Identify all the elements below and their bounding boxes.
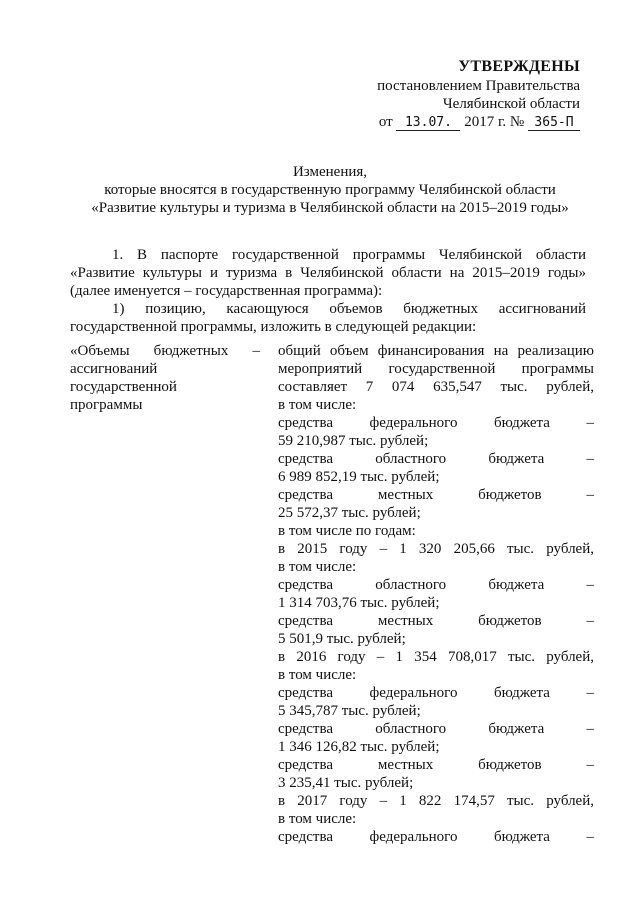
right-cell-line: средства федерального бюджета – — [278, 829, 594, 845]
paragraph-1-line-2: «Развитие культуры и туризма в Челябинской области на 2015–2019 годы» — [70, 265, 586, 281]
left-cell-line: «Объемы бюджетных – — [70, 343, 260, 359]
right-cell-line: в 2016 году – 1 354 708,017 тыс. рублей, — [278, 649, 594, 665]
right-cell-line: средства местных бюджетов – — [278, 613, 594, 629]
right-cell-line: 59 210,987 тыс. рублей; — [278, 433, 429, 449]
right-cell-line: средства местных бюджетов – — [278, 487, 594, 503]
right-cell-line: составляет 7 074 635,547 тыс. рублей, — [278, 379, 594, 395]
document-heading — [80, 163, 580, 217]
right-cell-line: 3 235,41 тыс. рублей; — [278, 775, 414, 791]
left-cell-line: ассигнований — [70, 361, 158, 377]
right-cell-line: 1 346 126,82 тыс. рублей; — [278, 739, 440, 755]
right-cell-line: общий объем финансирования на реализацию — [278, 343, 594, 359]
right-cell-line: в том числе по годам: — [278, 523, 416, 539]
approval-stamp — [360, 58, 580, 131]
heading-line-1: Изменения, — [292, 164, 368, 180]
right-cell-line: средства областного бюджета – — [278, 721, 594, 737]
date-prefix: от — [378, 114, 393, 130]
right-cell-line: в 2015 году – 1 320 205,66 тыс. рублей, — [278, 541, 594, 557]
right-cell-line: в том числе: — [278, 397, 357, 413]
right-cell-line: в том числе: — [278, 811, 357, 827]
paragraph-1-line-3: (далее именуется – государственная программа): — [70, 283, 383, 299]
right-cell-line: мероприятий государственной программы — [278, 361, 594, 377]
right-cell-line: 25 572,37 тыс. рублей; — [278, 505, 421, 521]
table-right-column — [278, 342, 594, 846]
paragraph-1-line-1: 1. В паспорте государственной программы Челябинской области — [112, 247, 586, 263]
approval-date-row — [360, 113, 580, 131]
handwritten-date: 13.07. — [396, 115, 460, 131]
paragraph-2-line-2: государственной программы, изложить в следующей редакции: — [70, 319, 477, 335]
right-cell-line: в том числе: — [278, 667, 357, 683]
approval-title: УТВЕРЖДЕНЫ — [458, 58, 580, 75]
heading-line-2: которые вносятся в государственную программу Челябинской области — [104, 182, 556, 198]
right-cell-line: средства местных бюджетов – — [278, 757, 594, 773]
left-cell-line: программы — [70, 397, 143, 413]
approval-line-1: постановлением Правительства — [377, 78, 580, 94]
approval-line-2: Челябинской области — [442, 96, 580, 112]
right-cell-line: средства федерального бюджета – — [278, 685, 594, 701]
handwritten-number: 365-П — [528, 115, 580, 131]
paragraph-2-line-1: 1) позицию, касающуюся объемов бюджетных ассигнований — [112, 301, 586, 317]
right-cell-line: 1 314 703,76 тыс. рублей; — [278, 595, 440, 611]
right-cell-line: средства федерального бюджета – — [278, 415, 594, 431]
table-left-column — [70, 342, 260, 414]
left-cell-line: государственной — [70, 379, 177, 395]
right-cell-line: в том числе: — [278, 559, 357, 575]
right-cell-line: в 2017 году – 1 822 174,57 тыс. рублей, — [278, 793, 594, 809]
year-text: 2017 г. № — [464, 114, 525, 130]
right-cell-line: 5 345,787 тыс. рублей; — [278, 703, 421, 719]
right-cell-line: 5 501,9 тыс. рублей; — [278, 631, 406, 647]
heading-line-3: «Развитие культуры и туризма в Челябинской области на 2015–2019 годы» — [91, 200, 569, 216]
right-cell-line: средства областного бюджета – — [278, 451, 594, 467]
right-cell-line: 6 989 852,19 тыс. рублей; — [278, 469, 440, 485]
right-cell-line: средства областного бюджета – — [278, 577, 594, 593]
